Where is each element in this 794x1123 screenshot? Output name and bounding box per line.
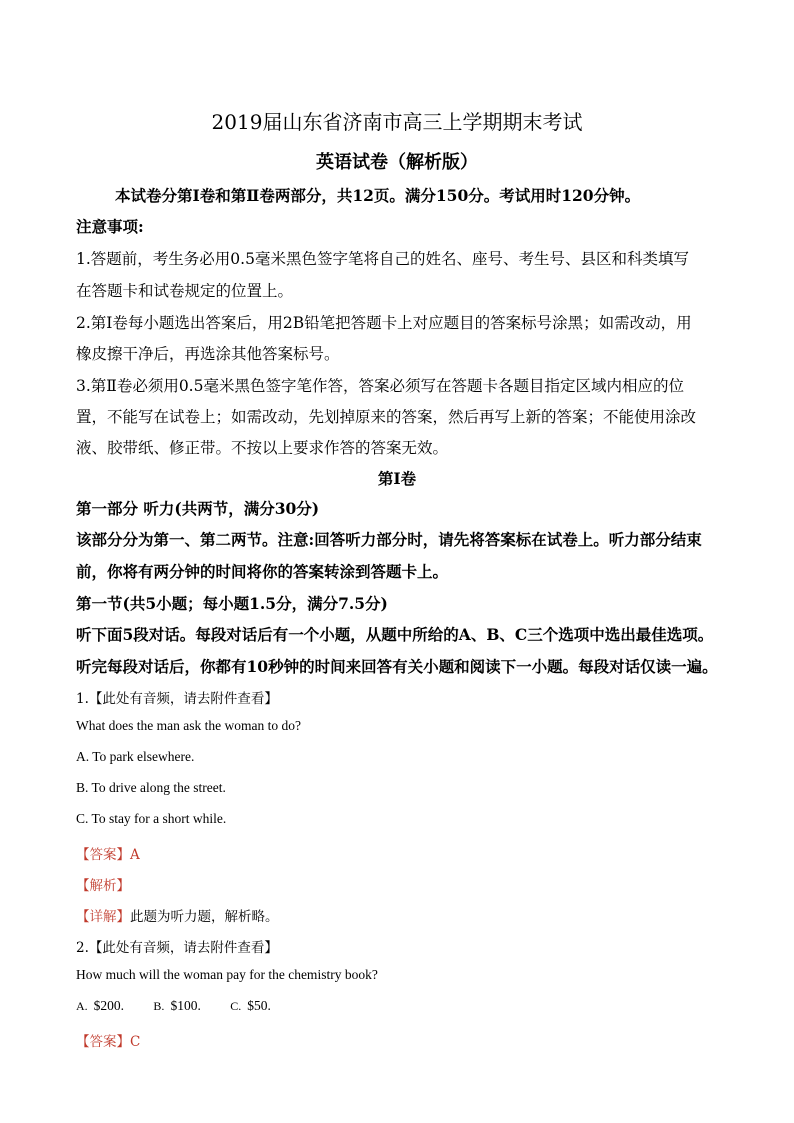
q1-audio-note: 1.【此处有音频，请去附件查看】 [76,691,278,707]
section1-heading: 第一节(共5小题；每小题1.5分，满分7.5分) [76,594,388,613]
note-1-line-1: 1.答题前，考生务必用0.5毫米黑色签字笔将自己的姓名、座号、考生号、县区和科类填写 [76,250,689,268]
notes-heading: 注意事项: [76,217,144,236]
q1-option-a: A. To park elsewhere. [76,749,195,764]
q1-question: What does the man ask the woman to do? [76,718,301,733]
page-subtitle: 英语试卷（解析版） [316,152,478,173]
q2-option-c-letter: C. [230,999,242,1013]
note-2-line-2: 橡皮擦干净后，再选涂其他答案标号。 [76,345,340,363]
q2-options [76,998,297,1014]
q1-answer-value: A [130,847,140,863]
part1-heading: 第一部分 听力(共两节，满分30分) [76,499,320,518]
q1-option-b: B. To drive along the street. [76,780,226,795]
q1-analysis-tag: 【解析】 [76,878,130,894]
note-3-line-1: 3.第Ⅱ卷必须用0.5毫米黑色签字笔作答，答案必须写在答题卡各题目指定区域内相应的位 [76,377,684,395]
part1-desc-line-1: 该部分分为第一、第二两节。注意:回答听力部分时，请先将答案标在试卷上。听力部分结束 [76,530,702,549]
q2-option-c-text: $50. [247,998,271,1013]
q2-audio-note: 2.【此处有音频，请去附件查看】 [76,940,278,956]
q1-detail-tag: 【详解】 [76,909,130,925]
q1-option-c: C. To stay for a short while. [76,811,227,826]
q2-answer [76,1030,140,1050]
q2-option-a-letter: A. [76,999,88,1013]
note-1-line-2: 在答题卡和试卷规定的位置上。 [76,282,294,300]
q2-option-b-letter: B. [153,999,165,1013]
q2-answer-value: C [130,1034,141,1050]
note-2-line-1: 2.第Ⅰ卷每小题选出答案后，用2B铅笔把答题卡上对应题目的答案标号涂黑；如需改动，用 [76,314,692,332]
q2-option-b-text: $100. [170,998,201,1013]
q2-option-c [230,998,271,1014]
section1-desc-line-2: 听完每段对话后，你都有10秒钟的时间来回答有关小题和阅读下一小题。每段对话仅读一遍。 [76,657,718,676]
q2-option-b [153,998,200,1014]
q2-option-a [76,998,124,1014]
q2-question: How much will the woman pay for the chemistry book? [76,967,378,982]
q2-answer-tag: 【答案】 [76,1034,130,1050]
page-title: 2019届山东省济南市高三上学期期末考试 [211,110,583,134]
section1-desc-line-1: 听下面5段对话。每段对话后有一个小题，从题中所给的A、B、C三个选项中选出最佳选项。 [76,625,714,644]
note-3-line-2: 置，不能写在试卷上；如需改动，先划掉原来的答案，然后再写上新的答案；不能使用涂改 [76,408,697,426]
volume-heading: 第Ⅰ卷 [377,469,417,488]
note-3-line-3: 液、胶带纸、修正带。不按以上要求作答的答案无效。 [76,439,449,457]
part1-desc-line-2: 前，你将有两分钟的时间将你的答案转涂到答题卡上。 [76,562,449,581]
q2-option-a-text: $200. [93,998,125,1013]
q1-answer [76,843,140,863]
exam-intro: 本试卷分第Ⅰ卷和第Ⅱ卷两部分，共12页。满分150分。考试用时120分钟。 [115,186,641,205]
q1-detail [76,905,279,925]
q1-detail-text: 此题为听力题，解析略。 [130,909,279,925]
q1-answer-tag: 【答案】 [76,847,130,863]
